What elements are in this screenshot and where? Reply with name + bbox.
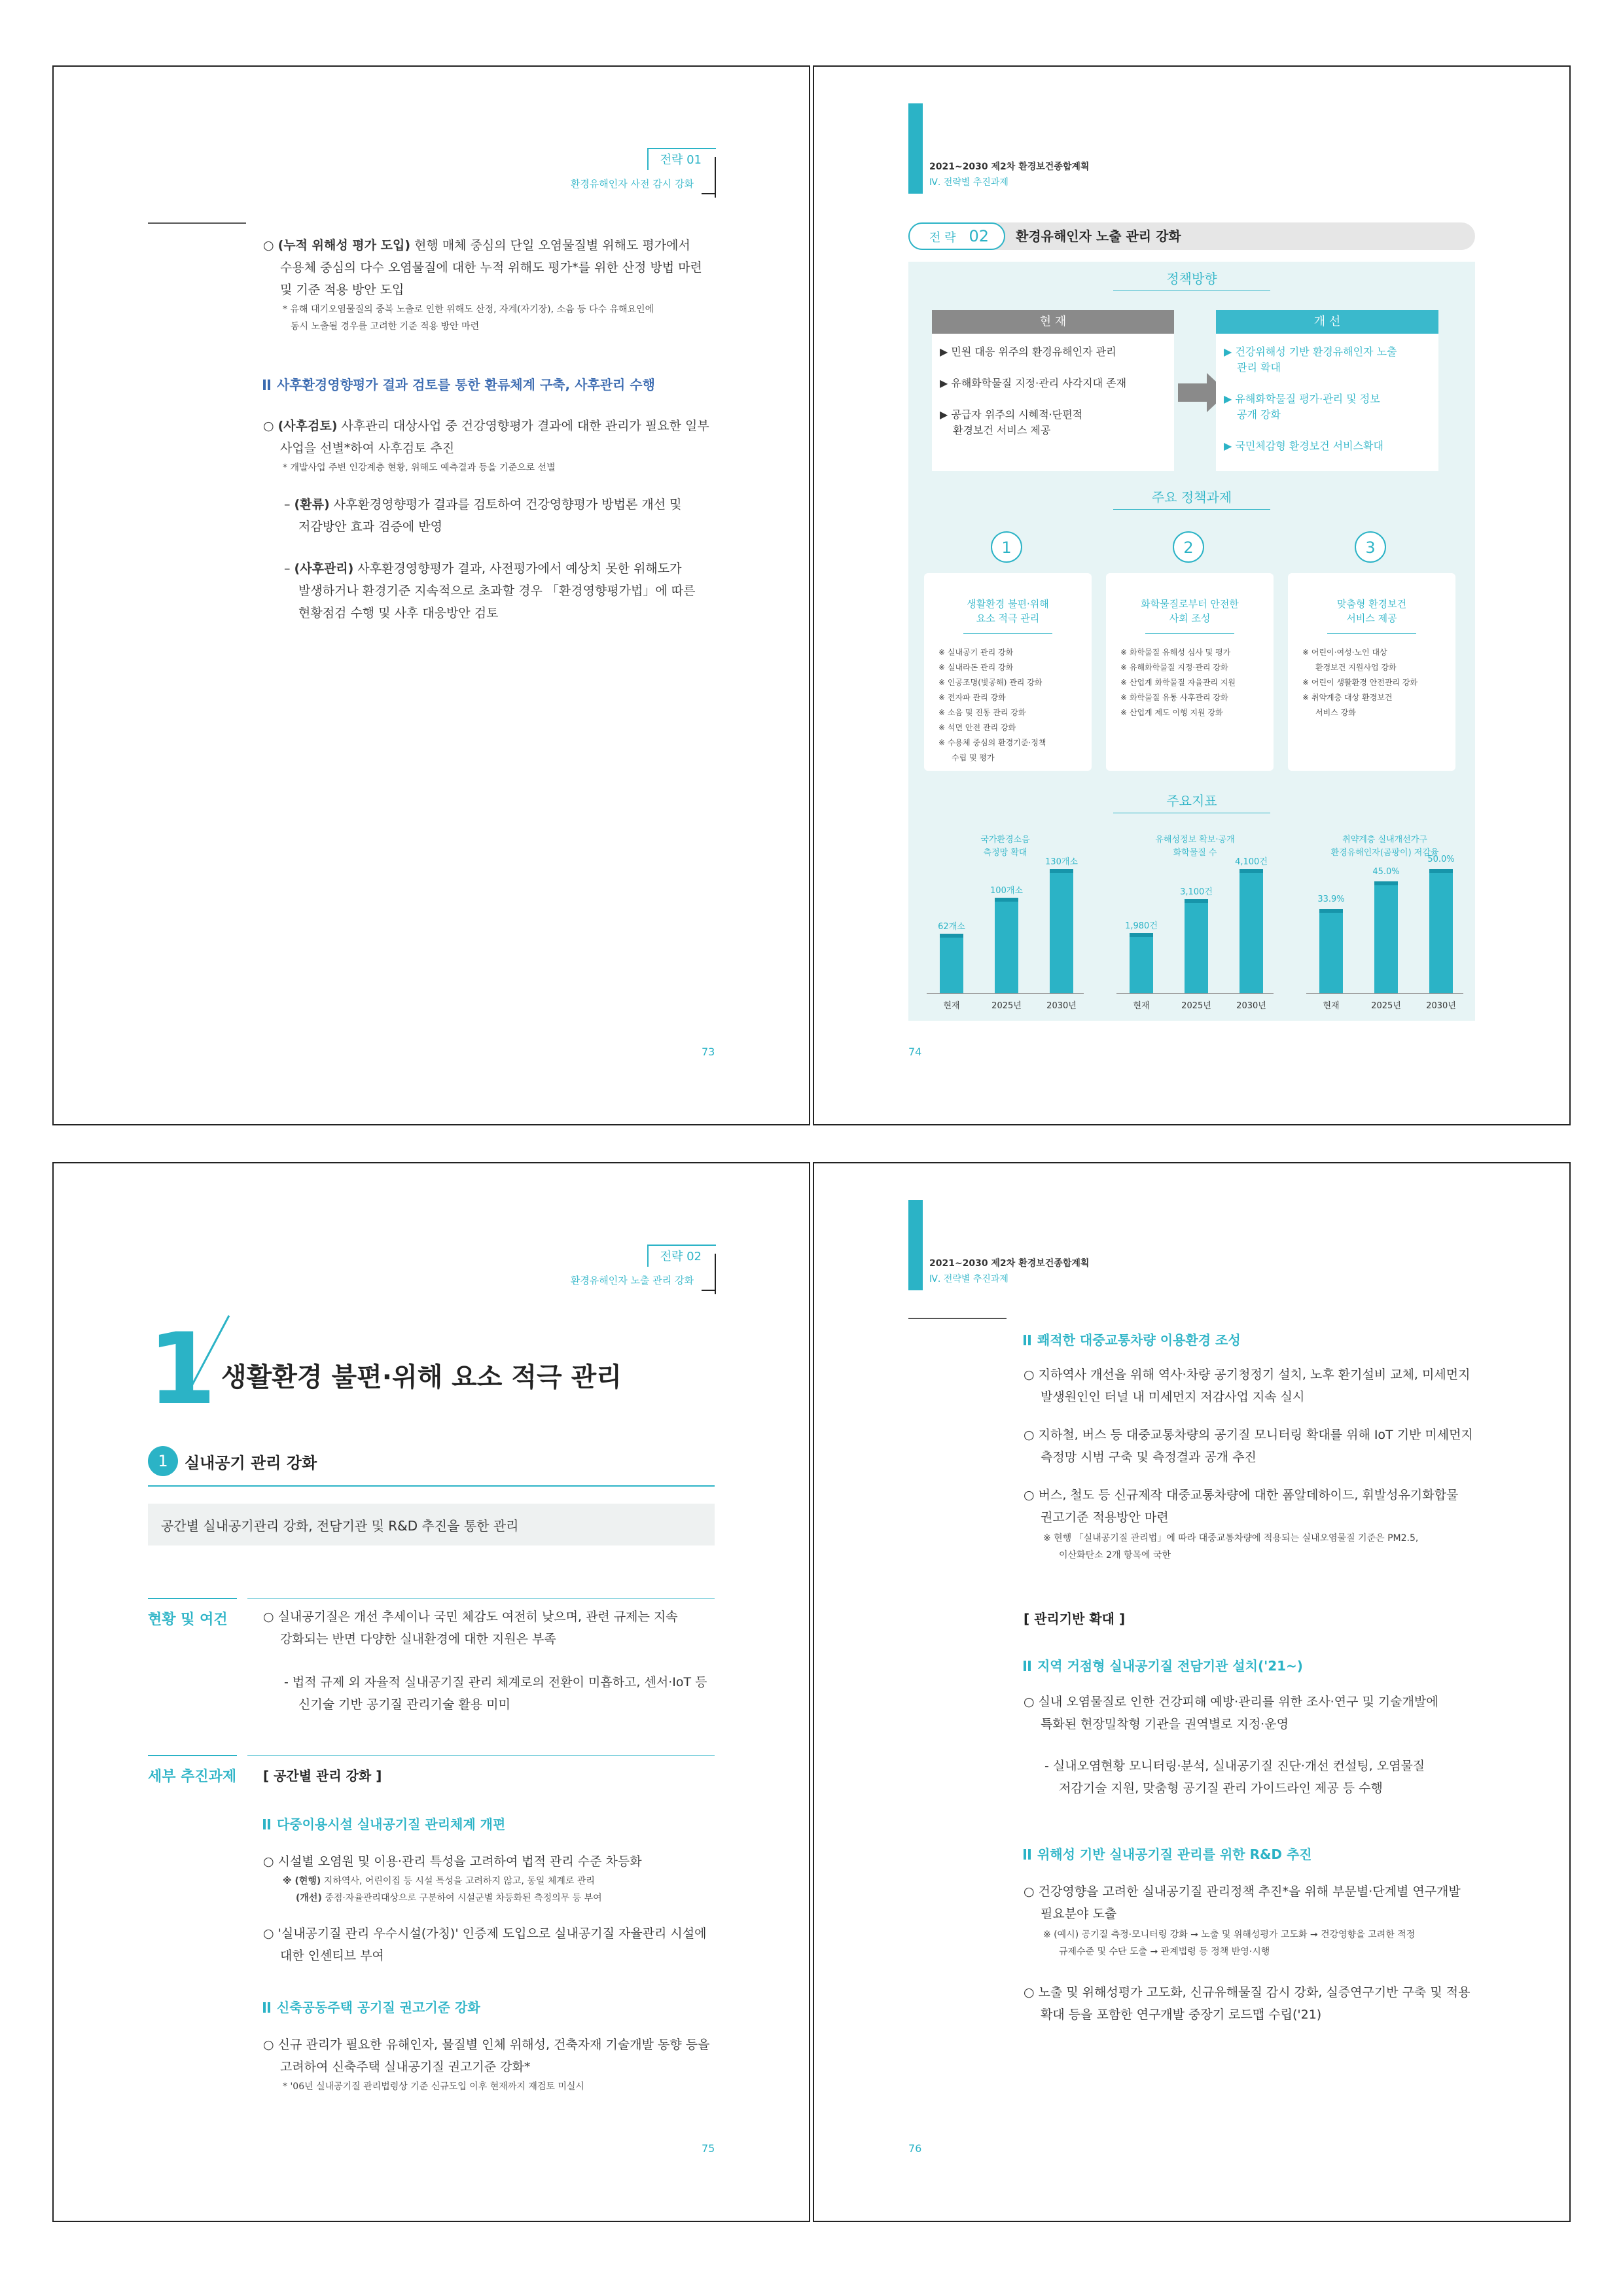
strategy-pill <box>908 222 1475 250</box>
status-dash: - 법적 규제 외 자율적 실내공기질 관리 체계로의 전환이 미흡하고, 센서·IoT 등 신기술 기반 공기질 관리기술 활용 미미 <box>284 1675 707 1712</box>
kpi-bar-value: 62개소 <box>938 922 965 932</box>
kpi-chart-title: 국가환경소음 측정망 확대 <box>980 835 1030 858</box>
para-iot-monitoring: ○ 지하철, 버스 등 대중교통차량의 공기질 모니터링 확대를 위해 IoT 기반 미세먼지 측정망 시범 구축 및 측정결과 공개 추진 <box>1024 1428 1473 1464</box>
page-74 <box>813 65 1571 1125</box>
current-item: ▶ 유해화학물질 지정·관리 사각지대 존재 <box>940 377 1127 389</box>
strategy-subtitle: 환경유해인자 사전 감시 강화 <box>570 178 694 190</box>
kpi-bar-value: 100개소 <box>990 886 1023 896</box>
heading-new-housing: 신축공동주택 공기질 권고기준 강화 <box>263 1997 480 2016</box>
para-subway: ○ 지하역사 개선을 위해 역사·차량 공기청정기 설치, 노후 환기설비 교체, 미세먼지 발생원인인 터널 내 미세먼지 저감사업 지속 실시 <box>1024 1368 1471 1404</box>
heading-rnd: 위해성 기반 실내공기질 관리를 위한 R&D 추진 <box>1024 1844 1312 1863</box>
kpi-bar-label: 현재 <box>1133 1001 1150 1011</box>
para-rnd-needs: ○ 건강영향을 고려한 실내공기질 관리정책 추진*을 위해 부문별·단계별 연구개발 필요분야 도출 <box>1024 1884 1461 1921</box>
page-number: 74 <box>908 1046 922 1058</box>
strategy-label <box>571 1245 716 1287</box>
kpi-chart-title: 취약계층 실내개선가구 환경유해인자(곰팡이) 저감율 <box>1330 835 1439 858</box>
note-cumulative-risk: * 유해 대기오염물질의 중복 노출로 인한 위해도 산정, 자계(자기장), 소음 등 다수 유해요인에 동시 노출될 경우를 고려한 기준 적용 방안 마련 <box>283 304 654 332</box>
current-item: ▶ 공급자 위주의 시혜적·단편적 <box>940 408 1083 421</box>
strategy-label <box>571 148 716 190</box>
task-card-title: 생활환경 불편·위해 요소 적극 관리 <box>967 598 1049 624</box>
kpi-bar <box>995 898 1018 993</box>
kpi-bar-label: 2025년 <box>991 1001 1022 1011</box>
summary-band: 공간별 실내공기관리 강화, 전담기관 및 R&D 추진을 통한 관리 <box>148 1504 715 1545</box>
page-number: 76 <box>908 2142 922 2155</box>
para-rnd-roadmap: ○ 노출 및 위해성평가 고도화, 신규유해물질 감시 강화, 실증연구기반 구축 및 적용 확대 등을 포함한 연구개발 중장기 로드맵 수립('21) <box>1024 1985 1471 2022</box>
heading-regional-center: 지역 거점형 실내공기질 전담기관 설치('21~) <box>1024 1655 1303 1674</box>
kpi-bar <box>1319 909 1343 993</box>
kpi-axis-line <box>927 993 1084 994</box>
label-status: 현황 및 여건 <box>148 1612 228 1628</box>
note-new-housing: * '06년 실내공기질 관리법령상 기준 신규도입 이후 현재까지 재검토 미실시 <box>283 2081 584 2092</box>
dash-post-management: – (사후관리) 사후환경영향평가 결과, 사전평가에서 예상치 못한 위해도가 발생하거나 환경기준 지속적으로 초과할 경우 「환경영향평가법」에 따른 현황점검 수행 및 사후 대응방안 검토 <box>284 561 696 620</box>
kpi-title: 주요지표 <box>1166 793 1217 809</box>
kpi-bar-label: 2030년 <box>1046 1001 1077 1011</box>
kpi-bar <box>940 934 963 993</box>
task-card-title: 화학물질로부터 안전한 사회 조성 <box>1141 598 1239 624</box>
current-item: ▶ 민원 대응 위주의 환경유해인자 관리 <box>940 345 1116 358</box>
strategy-tag: 전략 01 <box>647 148 716 170</box>
chapter-title: 생활환경 불편·위해 요소 적극 관리 <box>221 1362 622 1392</box>
kpi-axis-line <box>1306 993 1463 994</box>
heading-public-transport: 쾌적한 대중교통차량 이용환경 조성 <box>1024 1330 1241 1349</box>
task-card-title: 맞춤형 환경보건 서비스 제공 <box>1336 598 1407 624</box>
kpi-bar <box>1130 933 1153 993</box>
kpi-bar-value: 1,980건 <box>1125 921 1158 931</box>
label-tasks: 세부 추진과제 <box>148 1769 237 1785</box>
kpi-bar-value: 130개소 <box>1045 857 1078 867</box>
kpi-bar <box>1374 881 1398 993</box>
para-regional-center: ○ 실내 오염물질로 인한 건강피해 예방·관리를 위한 조사·연구 및 기술개발에 특화된 현장밀착형 기관을 권역별로 지정·운영 <box>1024 1695 1438 1731</box>
kpi-bar <box>1240 869 1263 993</box>
improve-item: ▶ 국민체감형 환경보건 서비스확대 <box>1224 440 1383 452</box>
para-certification: ○ '실내공기질 관리 우수시설(가칭)' 인증제 도입으로 실내공기질 자율관리 시설에 대한 인센티브 부여 <box>263 1926 707 1963</box>
header-chapter: Ⅳ. 전략별 추진과제 <box>929 1274 1008 1284</box>
kpi-bar-value: 4,100건 <box>1235 857 1268 867</box>
current-header: 현 재 <box>932 310 1174 334</box>
page-76 <box>813 1162 1571 2222</box>
dash-feedback: – (환류) 사후환경영향평가 결과를 검토하여 건강영향평가 방법론 개선 및 저감방안 효과 검증에 반영 <box>284 497 682 534</box>
page-75 <box>52 1162 810 2222</box>
current-item: 환경보건 서비스 제공 <box>953 424 1051 436</box>
improve-item: 공개 강화 <box>1237 408 1281 421</box>
para-cumulative-risk: ○ (누적 위해성 평가 도입) 현행 매체 중심의 단일 오염물질별 위해도 평가에서 수용체 중심의 다수 오염물질에 대한 누적 위해도 평가*를 위한 산정 방법 마련 및 기준 적용 방안 도입 <box>263 238 702 297</box>
kpi-bar-label: 2030년 <box>1236 1001 1266 1011</box>
header-plan-title: 2021~2030 제2차 환경보건종합계획 <box>929 1258 1090 1269</box>
kpi-bar-label: 현재 <box>1323 1001 1340 1011</box>
improve-item: ▶ 유해화학물질 평가·관리 및 정보 <box>1224 393 1380 405</box>
kpi-bar <box>1050 869 1073 993</box>
header-chapter: Ⅳ. 전략별 추진과제 <box>929 177 1008 188</box>
section-heading-feedback: 사후환경영향평가 결과 검토를 통한 환류체계 구축, 사후관리 수행 <box>263 374 655 393</box>
kpi-bar-value: 45.0% <box>1372 867 1400 877</box>
strategy-infographic <box>908 262 1475 1021</box>
tasks-group-heading: [ 공간별 관리 강화 ] <box>263 1768 382 1784</box>
subsection-title: 실내공기 관리 강화 <box>185 1454 317 1472</box>
note-facility-grading: ※ (현행) 지하역사, 어린이집 등 시설 특성을 고려하지 않고, 동일 체계로 관리 (개선) 중점·자율관리대상으로 구분하여 시설군별 차등화된 측정의무 등 부여 <box>283 1876 602 1903</box>
kpi-bar-value: 3,100건 <box>1180 887 1213 897</box>
kpi-bar-value: 50.0% <box>1427 855 1455 864</box>
note-post-review: * 개발사업 주변 인강계층 현황, 위해도 예측결과 등을 기준으로 선별 <box>283 463 556 473</box>
task-number-2: 2 <box>1173 531 1204 563</box>
strategy-pill-title: 환경유해인자 노출 관리 강화 <box>1016 228 1181 244</box>
task-card-items: ※ 어린이·여성·노인 대상 환경보건 지원사업 강화 ※ 어린이 생활환경 안전관리 강화 ※ 취약계층 대상 환경보건 서비스 강화 <box>1302 648 1418 717</box>
page-73 <box>52 65 810 1125</box>
kpi-bar-label: 2030년 <box>1426 1001 1456 1011</box>
subsection-number: 1 <box>148 1446 178 1476</box>
rule-line <box>908 1318 1007 1319</box>
header-plan-title: 2021~2030 제2차 환경보건종합계획 <box>929 162 1090 172</box>
kpi-bar-label: 현재 <box>943 1001 960 1011</box>
para-facility-grading: ○ 시설별 오염원 및 이용·관리 특성을 고려하여 법적 관리 수준 차등화 <box>263 1854 642 1869</box>
rule-line <box>148 222 246 224</box>
main-tasks-title: 주요 정책과제 <box>1151 489 1232 505</box>
task-number-1: 1 <box>991 531 1022 563</box>
note-new-vehicles: ※ 현행 「실내공기질 관리법」에 따라 대중교통차량에 적용되는 실내오염물질 기준은 PM2.5, 이산화탄소 2개 항목에 국한 <box>1043 1533 1419 1561</box>
section-infrastructure: [ 관리기반 확대 ] <box>1024 1611 1126 1627</box>
header-accent-bar <box>908 103 923 194</box>
improve-item: 관리 확대 <box>1237 361 1281 374</box>
dash-regional-center: - 실내오염현황 모니터링·분석, 실내공기질 진단·개선 컨설팅, 오염물질 저감기술 지원, 맞춤형 공기질 관리 가이드라인 제공 등 수행 <box>1044 1759 1425 1795</box>
kpi-bar <box>1185 899 1208 993</box>
heading-multiuse-facilities: 다중이용시설 실내공기질 관리체계 개편 <box>263 1814 505 1833</box>
strategy-pill-label: 전 략 02 <box>908 222 1005 250</box>
chapter-number: 1 <box>148 1313 217 1426</box>
header-accent-bar <box>908 1200 923 1290</box>
strategy-tag: 전략 02 <box>647 1245 716 1267</box>
kpi-bar-label: 2025년 <box>1371 1001 1401 1011</box>
task-card-items: ※ 실내공기 관리 강화 ※ 실내라돈 관리 강화 ※ 인공조명(빛공해) 관리 강화 ※ 전자파 관리 강화 ※ 소음 및 진동 관리 강화 ※ 석면 안전 관리 강화 ※ 수용체 중심의 환경기준·정책 수립 및 평가 <box>938 648 1046 762</box>
kpi-chart-title: 유해성정보 확보·공개 화학물질 수 <box>1155 835 1235 858</box>
kpi-bar <box>1429 869 1453 993</box>
kpi-charts <box>908 262 1475 1021</box>
kpi-bar-value: 33.9% <box>1317 894 1345 904</box>
status-para: ○ 실내공기질은 개선 추세이나 국민 체감도 여전히 낮으며, 관련 규제는 지속 강화되는 반면 다양한 실내환경에 대한 지원은 부족 <box>263 1610 678 1646</box>
strategy-subtitle: 환경유해인자 노출 관리 강화 <box>570 1275 694 1286</box>
improve-item: ▶ 건강위해성 기반 환경유해인자 노출 <box>1224 345 1397 358</box>
para-post-review: ○ (사후검토) 사후관리 대상사업 중 건강영향평가 결과에 대한 관리가 필요한 일부 사업을 선별*하여 사후검토 추진 <box>263 419 709 455</box>
para-new-vehicles: ○ 버스, 철도 등 신규제작 대중교통차량에 대한 폼알데하이드, 휘발성유기화합물 권고기준 적용방안 마련 <box>1024 1488 1459 1525</box>
note-rnd-example: ※ (예시) 공기질 측정·모니터링 강화 → 노출 및 위해성평가 고도화 → 건강영향을 고려한 적정 규제수준 및 수단 도출 → 관계법령 등 정책 반영·시행 <box>1043 1930 1416 1957</box>
policy-direction-title: 정책방향 <box>1166 271 1217 287</box>
para-new-housing: ○ 신규 관리가 필요한 유해인자, 물질별 인체 위해성, 건축자재 기술개발 동향 등을 고려하여 신축주택 실내공기질 권고기준 강화* <box>263 2038 710 2074</box>
kpi-bar-label: 2025년 <box>1181 1001 1211 1011</box>
page-number: 73 <box>702 1046 715 1058</box>
page-number: 75 <box>702 2142 715 2155</box>
task-card-items: ※ 화학물질 유해성 심사 및 평가 ※ 유해화학물질 지정·관리 강화 ※ 산업계 화학물질 자율관리 지원 ※ 화학물질 유통 사후관리 강화 ※ 산업계 제도 이행 지원 강화 <box>1120 648 1236 717</box>
task-number-3: 3 <box>1355 531 1386 563</box>
kpi-axis-line <box>1116 993 1274 994</box>
improve-header: 개 선 <box>1216 310 1438 334</box>
